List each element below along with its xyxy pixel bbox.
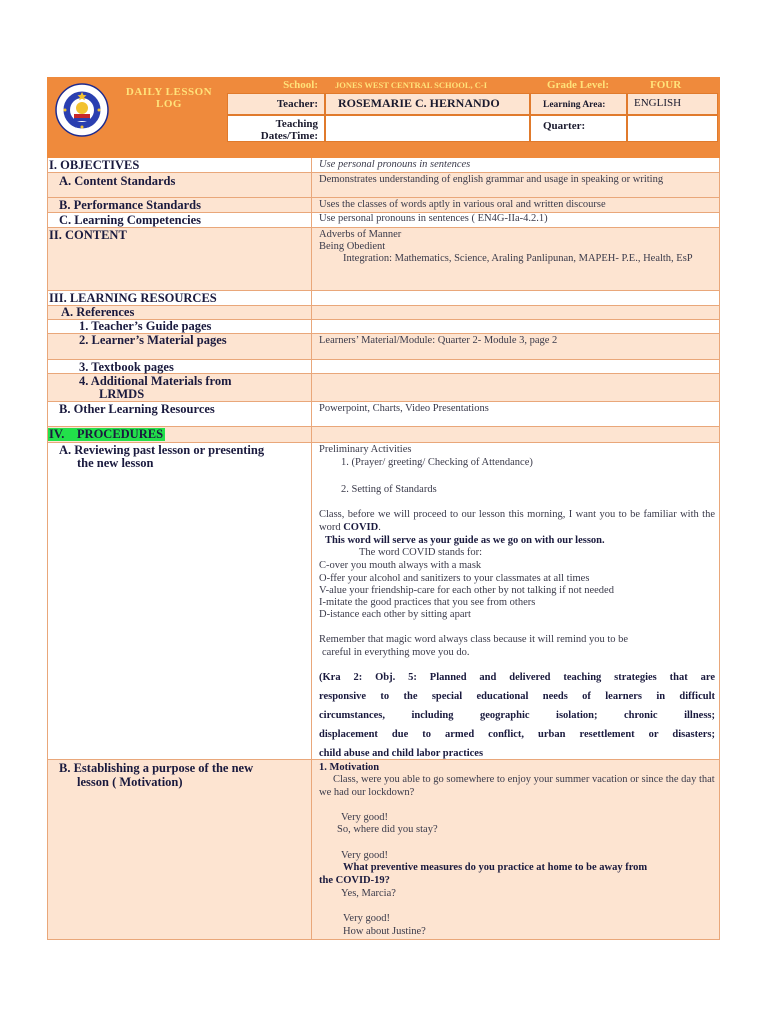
grade-label-cell bbox=[547, 79, 629, 92]
school-label: School: bbox=[283, 79, 318, 91]
kra-line-2: responsive to the special educational needs of learners in difficult bbox=[319, 691, 715, 702]
motivation-question-3-line-2: the COVID-19? bbox=[319, 875, 390, 886]
preliminary-item-1: 1. (Prayer/ greeting/ Checking of Attendance) bbox=[341, 457, 533, 468]
teachers-guide-row bbox=[47, 320, 720, 334]
kra-line-3: circumstances, including geographic isolation; chronic illness; bbox=[319, 710, 715, 721]
teachers-guide-label: 1. Teacher’s Guide pages bbox=[79, 319, 212, 333]
teacher-value: ROSEMARIE C. HERNANDO bbox=[338, 96, 500, 110]
acrostic-d-text: -istance each other by sitting apart bbox=[326, 609, 471, 620]
school-label-cell bbox=[225, 79, 326, 92]
procedures-row bbox=[47, 427, 720, 443]
acrostic-v-letter: V bbox=[319, 585, 326, 596]
intro-paragraph: Class, before we will proceed to our lesson this morning, I want you to be familiar with the word COVID. bbox=[319, 509, 715, 533]
very-good-1: Very good! bbox=[341, 812, 388, 823]
additional-materials-row bbox=[47, 374, 720, 402]
references-label: A. References bbox=[61, 305, 135, 319]
textbook-row bbox=[47, 360, 720, 374]
content-standards-value: Demonstrates understanding of english grammar and usage in speaking or writing bbox=[319, 174, 664, 185]
additional-materials-label-2: LRMDS bbox=[99, 387, 145, 401]
procedures-label-num: IV. bbox=[49, 427, 65, 441]
acrostic-v bbox=[319, 585, 614, 598]
quarter-label-cell bbox=[530, 115, 627, 142]
learning-resources-row bbox=[47, 291, 720, 306]
acrostic-v-text: -alue your friendship-care for each other by not talking if not needed bbox=[325, 585, 614, 596]
yes-marcia: Yes, Marcia? bbox=[341, 888, 396, 899]
establishing-label-2: lesson ( Motivation) bbox=[77, 775, 183, 789]
very-good-2: Very good! bbox=[341, 850, 388, 861]
content-standards-row bbox=[47, 173, 720, 198]
learning-area-value-cell bbox=[627, 93, 718, 115]
grade-label: Grade Level: bbox=[547, 79, 610, 91]
performance-standards-row bbox=[47, 198, 720, 213]
daily-lesson-log-title: DAILY LESSON LOG bbox=[125, 86, 213, 110]
learning-area-label-cell bbox=[530, 93, 627, 115]
additional-materials-label-1: 4. Additional Materials from bbox=[79, 374, 232, 388]
references-row bbox=[47, 306, 720, 320]
dates-label-cell bbox=[227, 115, 325, 142]
quarter-label: Quarter: bbox=[543, 120, 586, 132]
other-resources-label: B. Other Learning Resources bbox=[59, 402, 215, 416]
procedures-label-text: PROCEDURES bbox=[76, 427, 164, 441]
dates-label-line-1: Teaching bbox=[275, 118, 318, 130]
objectives-row bbox=[47, 158, 720, 173]
guide-statement: This word will serve as your guide as we go on with our lesson. bbox=[325, 535, 605, 546]
objectives-label: I. OBJECTIVES bbox=[49, 158, 140, 172]
motivation-question-1: Class, were you able to go somewhere to enjoy your summer vacation or since the day that we had our lockdown? bbox=[319, 774, 715, 798]
header-block bbox=[47, 77, 720, 158]
learning-competencies-label: C. Learning Competencies bbox=[59, 213, 201, 227]
content-line-3: Integration: Mathematics, Science, Araling Panlipunan, MAPEH- P.E., Health, EsP bbox=[343, 253, 693, 264]
preliminary-activities: Preliminary Activities bbox=[319, 444, 412, 455]
acrostic-i-letter: I bbox=[319, 597, 323, 608]
learning-resources-label: III. LEARNING RESOURCES bbox=[49, 291, 217, 305]
quarter-value-field[interactable] bbox=[627, 115, 718, 142]
dates-value-field[interactable] bbox=[325, 115, 530, 142]
acrostic-d-letter: D bbox=[319, 609, 327, 620]
kra-line-4: displacement due to armed conflict, urban resettlement or disasters; bbox=[319, 729, 715, 740]
content-standards-label: A. Content Standards bbox=[59, 174, 176, 188]
remember-line-2: careful in everything move you do. bbox=[322, 647, 470, 658]
logo-area bbox=[47, 77, 225, 158]
procedures-label bbox=[47, 428, 165, 441]
learners-material-row bbox=[47, 334, 720, 360]
motivation-question-2: So, where did you stay? bbox=[337, 824, 438, 835]
learning-competencies-row bbox=[47, 213, 720, 228]
deped-seal-icon bbox=[55, 83, 109, 137]
reviewing-label-2: the new lesson bbox=[77, 456, 154, 470]
content-line-2: Being Obedient bbox=[319, 241, 386, 252]
remember-line-1: Remember that magic word always class because it will remind you to be bbox=[319, 634, 629, 645]
objectives-value: Use personal pronouns in sentences bbox=[319, 159, 471, 170]
kra-line-5: child abuse and child labor practices bbox=[319, 748, 484, 759]
learners-material-label: 2. Learner’s Material pages bbox=[79, 333, 227, 347]
acrostic-c-text: -over you mouth always with a mask bbox=[326, 560, 482, 571]
acrostic-i bbox=[319, 597, 535, 610]
school-value: JONES WEST CENTRAL SCHOOL, C-I bbox=[335, 80, 488, 90]
acrostic-o-letter: O bbox=[319, 573, 327, 584]
learning-competencies-value: Use personal pronouns in sentences ( EN4G-IIa-4.2.1) bbox=[319, 213, 548, 224]
very-good-3: Very good! bbox=[343, 913, 390, 924]
content-row bbox=[47, 228, 720, 291]
preliminary-item-2: 2. Setting of Standards bbox=[341, 484, 437, 495]
acrostic-c bbox=[319, 560, 481, 573]
establishing-purpose-row bbox=[47, 760, 720, 940]
learning-area-value: ENGLISH bbox=[634, 97, 682, 109]
grade-value-cell bbox=[650, 79, 710, 92]
covid-word: COVID bbox=[343, 521, 379, 533]
other-resources-value: Powerpoint, Charts, Video Presentations bbox=[319, 403, 489, 414]
acrostic-d bbox=[319, 609, 471, 622]
performance-standards-label: B. Performance Standards bbox=[59, 198, 201, 212]
grade-value: FOUR bbox=[650, 79, 682, 91]
teacher-label-cell bbox=[227, 93, 325, 115]
establishing-label-1: B. Establishing a purpose of the new bbox=[59, 761, 254, 775]
how-about-justine: How about Justine? bbox=[343, 926, 426, 937]
acrostic-o-text: -ffer your alcohol and sanitizers to your classmates at all times bbox=[326, 573, 590, 584]
intro-paragraph-text: Class, before we will proceed to our lesson this morning, I want you to be familiar with the word bbox=[319, 509, 715, 533]
content-line-1: Adverbs of Manner bbox=[319, 229, 402, 240]
learning-area-label: Learning Area: bbox=[543, 100, 606, 110]
motivation-question-3-line-1: What preventive measures do you practice at home to be away from bbox=[343, 862, 648, 873]
content-label: II. CONTENT bbox=[49, 228, 127, 242]
performance-standards-value: Uses the classes of words aptly in various oral and written discourse bbox=[319, 199, 606, 210]
acrostic-o bbox=[319, 573, 589, 586]
motivation-heading: 1. Motivation bbox=[319, 762, 380, 773]
teacher-value-cell bbox=[325, 93, 530, 115]
covid-stands-for: The word COVID stands for: bbox=[359, 547, 483, 558]
acrostic-i-text: -mitate the good practices that you see from others bbox=[322, 597, 536, 608]
reviewing-label-1: A. Reviewing past lesson or presenting bbox=[59, 443, 265, 457]
kra-line-1: (Kra 2: Obj. 5: Planned and delivered teaching strategies that are bbox=[319, 672, 715, 683]
other-resources-row bbox=[47, 402, 720, 427]
reviewing-row bbox=[47, 443, 720, 760]
textbook-label: 3. Textbook pages bbox=[79, 360, 174, 374]
dates-label-line-2: Dates/Time: bbox=[260, 130, 318, 142]
learners-material-value: Learners’ Material/Module: Quarter 2- Module 3, page 2 bbox=[319, 335, 558, 346]
acrostic-c-letter: C bbox=[319, 560, 327, 571]
teacher-label: Teacher: bbox=[276, 98, 318, 110]
school-value-cell bbox=[335, 79, 535, 92]
